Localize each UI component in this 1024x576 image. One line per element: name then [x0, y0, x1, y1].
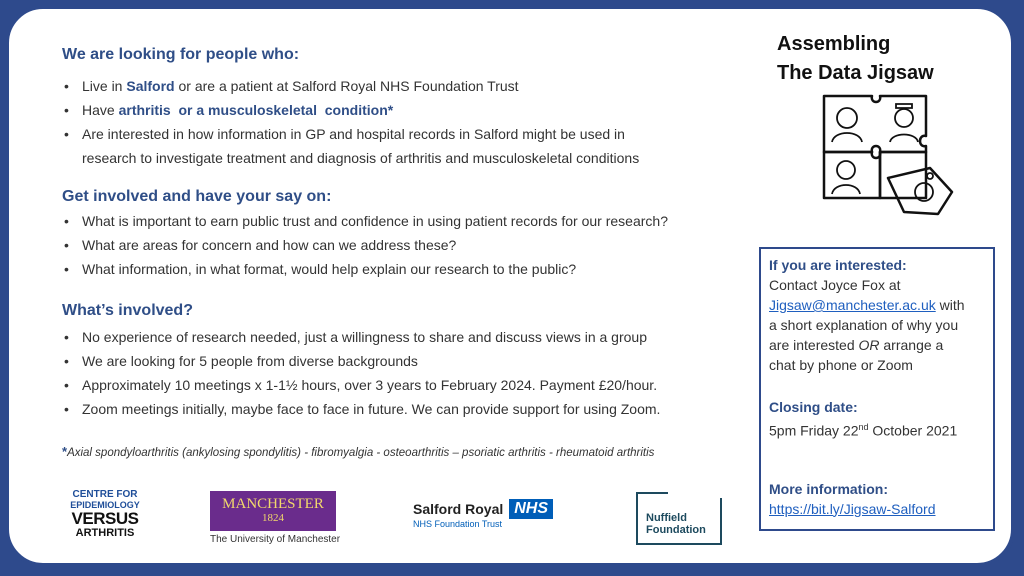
footnote: *Axial spondyloarthritis (ankylosing spondylitis) - fibromyalgia - osteoarthritis – psoriatic arthritis - rheumatoid arthritis — [62, 444, 655, 459]
list-item: • We are looking for 5 people from diverse backgrounds — [62, 349, 660, 373]
get-involved-list — [62, 209, 668, 281]
list-item: • Approximately 10 meetings x 1-1½ hours, over 3 years to February 2024. Payment £20/hour. — [62, 373, 660, 397]
university-of-manchester-logo: MANCHESTER 1824 The University of Manchester — [210, 491, 340, 545]
whats-involved-list — [62, 325, 660, 421]
closing-heading: Closing date: — [769, 399, 858, 415]
list-item: • Live in Salford or are a patient at Salford Royal NHS Foundation Trust — [62, 74, 639, 98]
more-info-link[interactable]: https://bit.ly/Jigsaw-Salford — [769, 500, 936, 517]
salford-royal-logo: Salford Royal NHS Foundation Trust NHS — [413, 501, 553, 529]
list-item: • Are interested in how information in GP and hospital records in Salford might be used in research to investigate treatment and diagnosis of arthritis and musculoskeletal conditions — [62, 122, 639, 170]
list-item: • What information, in what format, would help explain our research to the public? — [62, 257, 668, 281]
jigsaw-puzzle-icon — [820, 92, 960, 217]
nuffield-foundation-logo: Nuffield Foundation — [636, 492, 722, 545]
section-heading-get-involved: Get involved and have your say on: — [62, 188, 332, 205]
more-info-heading: More information: — [769, 480, 888, 497]
interest-heading: If you are interested: — [769, 257, 907, 273]
section-heading-whats-involved: What’s involved? — [62, 302, 193, 319]
looking-for-list — [62, 74, 639, 170]
page-title: Assembling The Data Jigsaw — [777, 33, 934, 84]
contact-info-box: If you are interested: Contact Joyce Fox at Jigsaw@manchester.ac.uk with a short explanation of why you are interested OR arrange a chat by phone or Zoom Closing date: 5pm Friday 22nd October 2021 More information: https://bit.ly/Jigsaw-Salford — [759, 247, 995, 531]
closing-date: 5pm Friday 22nd October 2021 — [769, 422, 958, 439]
list-item: • No experience of research needed, just a willingness to share and discuss views in a group — [62, 325, 660, 349]
list-item: • What are areas for concern and how can we address these? — [62, 233, 668, 257]
section-heading-looking-for: We are looking for people who: — [62, 46, 300, 63]
contact-text: Contact Joyce Fox at — [769, 277, 901, 293]
email-link[interactable]: Jigsaw@manchester.ac.uk — [769, 297, 936, 313]
list-item: • Zoom meetings initially, maybe face to face in future. We can provide support for using Zoom. — [62, 397, 660, 421]
centre-versus-arthritis-logo: CENTRE FOR EPIDEMIOLOGY VERSUS ARTHRITIS — [70, 489, 140, 539]
list-item: • What is important to earn public trust and confidence in using patient records for our research? — [62, 209, 668, 233]
list-item: • Have arthritis or a musculoskeletal condition* — [62, 98, 639, 122]
nhs-logo: NHS — [509, 499, 553, 519]
